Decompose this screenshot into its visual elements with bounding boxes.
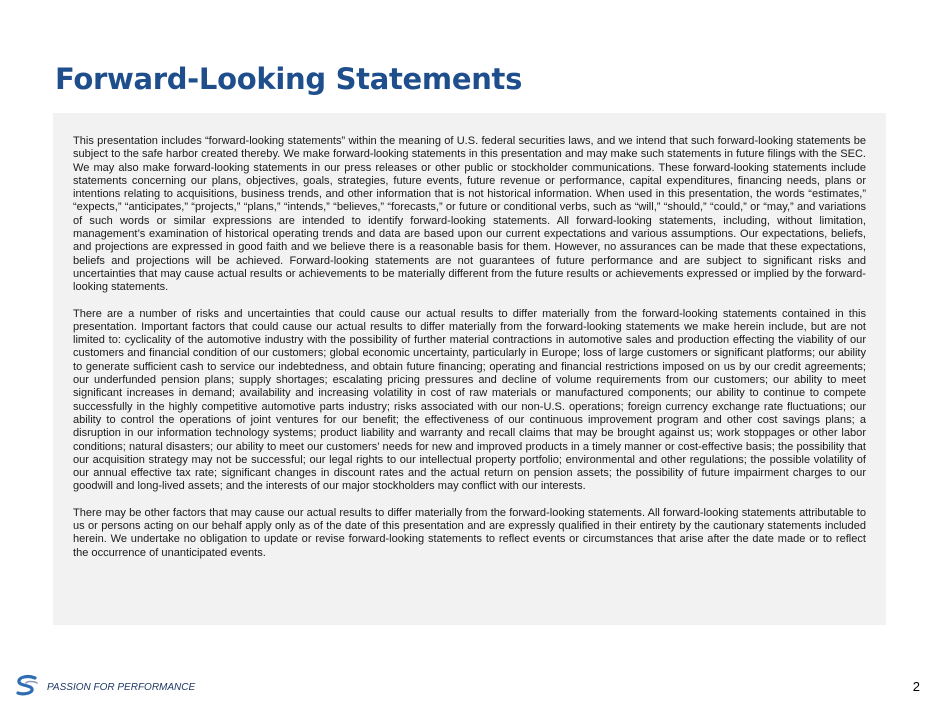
paragraph-intro: This presentation includes “forward-looking statements” within the meaning of U.S. federal securities laws, and we intend that such forward-looking statements be subject to the safe harbor created thereby. We make forward-looking statements in this presentation and may make such statements in future filings with the SEC. We may also make forward-looking statements in our press releases or other public or stockholder communications. These forward-looking statements include statements concerning our plans, objectives, goals, strategies, future events, future revenue or performance, capital expenditures, financing needs, plans or intentions relating to acquisitions, business trends, and other information that is not historical information. When used in this presentation, the words “estimates,” “expects,” “anticipates,” “projects,” “plans,” “intends,” “believes,” “forecasts,” or future or conditional verbs, such as “will,” “should,” “could,” or “may,” and variations of such words or similar expressions are intended to identify forward-looking statements. All forward-looking statements, including, without limitation, management’s examination of historical operating trends and data are based upon our current expectations and various assumptions. Our expectations, beliefs, and projections are expressed in good faith and we believe there is a reasonable basis for them. However, no assurances can be made that these expectations, beliefs and projections will be achieved. Forward-looking statements are not guarantees of future performance and are subject to significant risks and uncertainties that may cause actual results or achievements to be materially different from the future results or achievements expressed or implied by the forward-looking statements. bbox=[73, 135, 866, 294]
company-logo-icon bbox=[14, 674, 40, 698]
page-number: 2 bbox=[912, 679, 920, 694]
statement-box bbox=[53, 113, 886, 625]
footer-tagline: PASSION FOR PERFORMANCE bbox=[47, 682, 196, 693]
paragraph-other-factors: There may be other factors that may cause our actual results to differ materially from the forward-looking statements. All forward-looking statements attributable to us or persons acting on our behalf apply only as of the date of this presentation and are expressly qualified in their entirety by the cautionary statements included herein. We undertake no obligation to update or revise forward-looking statements to reflect events or circumstances that arise after the date made or to reflect the occurrence of unanticipated events. bbox=[73, 506, 866, 559]
paragraph-risks: There are a number of risks and uncertainties that could cause our actual results to differ materially from the forward-looking statements contained in this presentation. Important factors that could cause our actual results to differ materially from the forward-looking statements we make herein include, but are not limited to: cyclicality of the automotive industry with the possibility of further material contractions in automotive sales and production effecting the viability of our customers and financial condition of our customers; global economic uncertainty, particularly in Europe; loss of large customers or significant platforms; our ability to generate sufficient cash to service our indebtedness, and obtain future financing; operating and financial restrictions imposed on us by our credit agreements; our underfunded pension plans; supply shortages; escalating pricing pressures and decline of volume requirements from our customers; our ability to meet significant increases in demand; availability and increasing volatility in cost of raw materials or manufactured components; our ability to continue to compete successfully in the highly competitive automotive parts industry; risks associated with our non-U.S. operations; foreign currency exchange rate fluctuations; our ability to control the operations of joint ventures for our benefit; the effectiveness of our continuous improvement program and other cost savings plans; a disruption in our information technology systems; product liability and warranty and recall claims that may be brought against us; work stoppages or other labor conditions; natural disasters; our ability to meet our customers’ needs for new and improved products in a timely manner or cost-effective basis; the possibility that our acquisition strategy may not be successful; our legal rights to our intellectual property portfolio; environmental and other regulations; the possible volatility of our annual effective tax rate; significant changes in discount rates and the actual return on pension assets; the possibility of future impairment charges to our goodwill and long-lived assets; and the interests of our major stockholders may conflict with our interests. bbox=[73, 307, 866, 493]
page-title: Forward-Looking Statements bbox=[55, 62, 523, 96]
